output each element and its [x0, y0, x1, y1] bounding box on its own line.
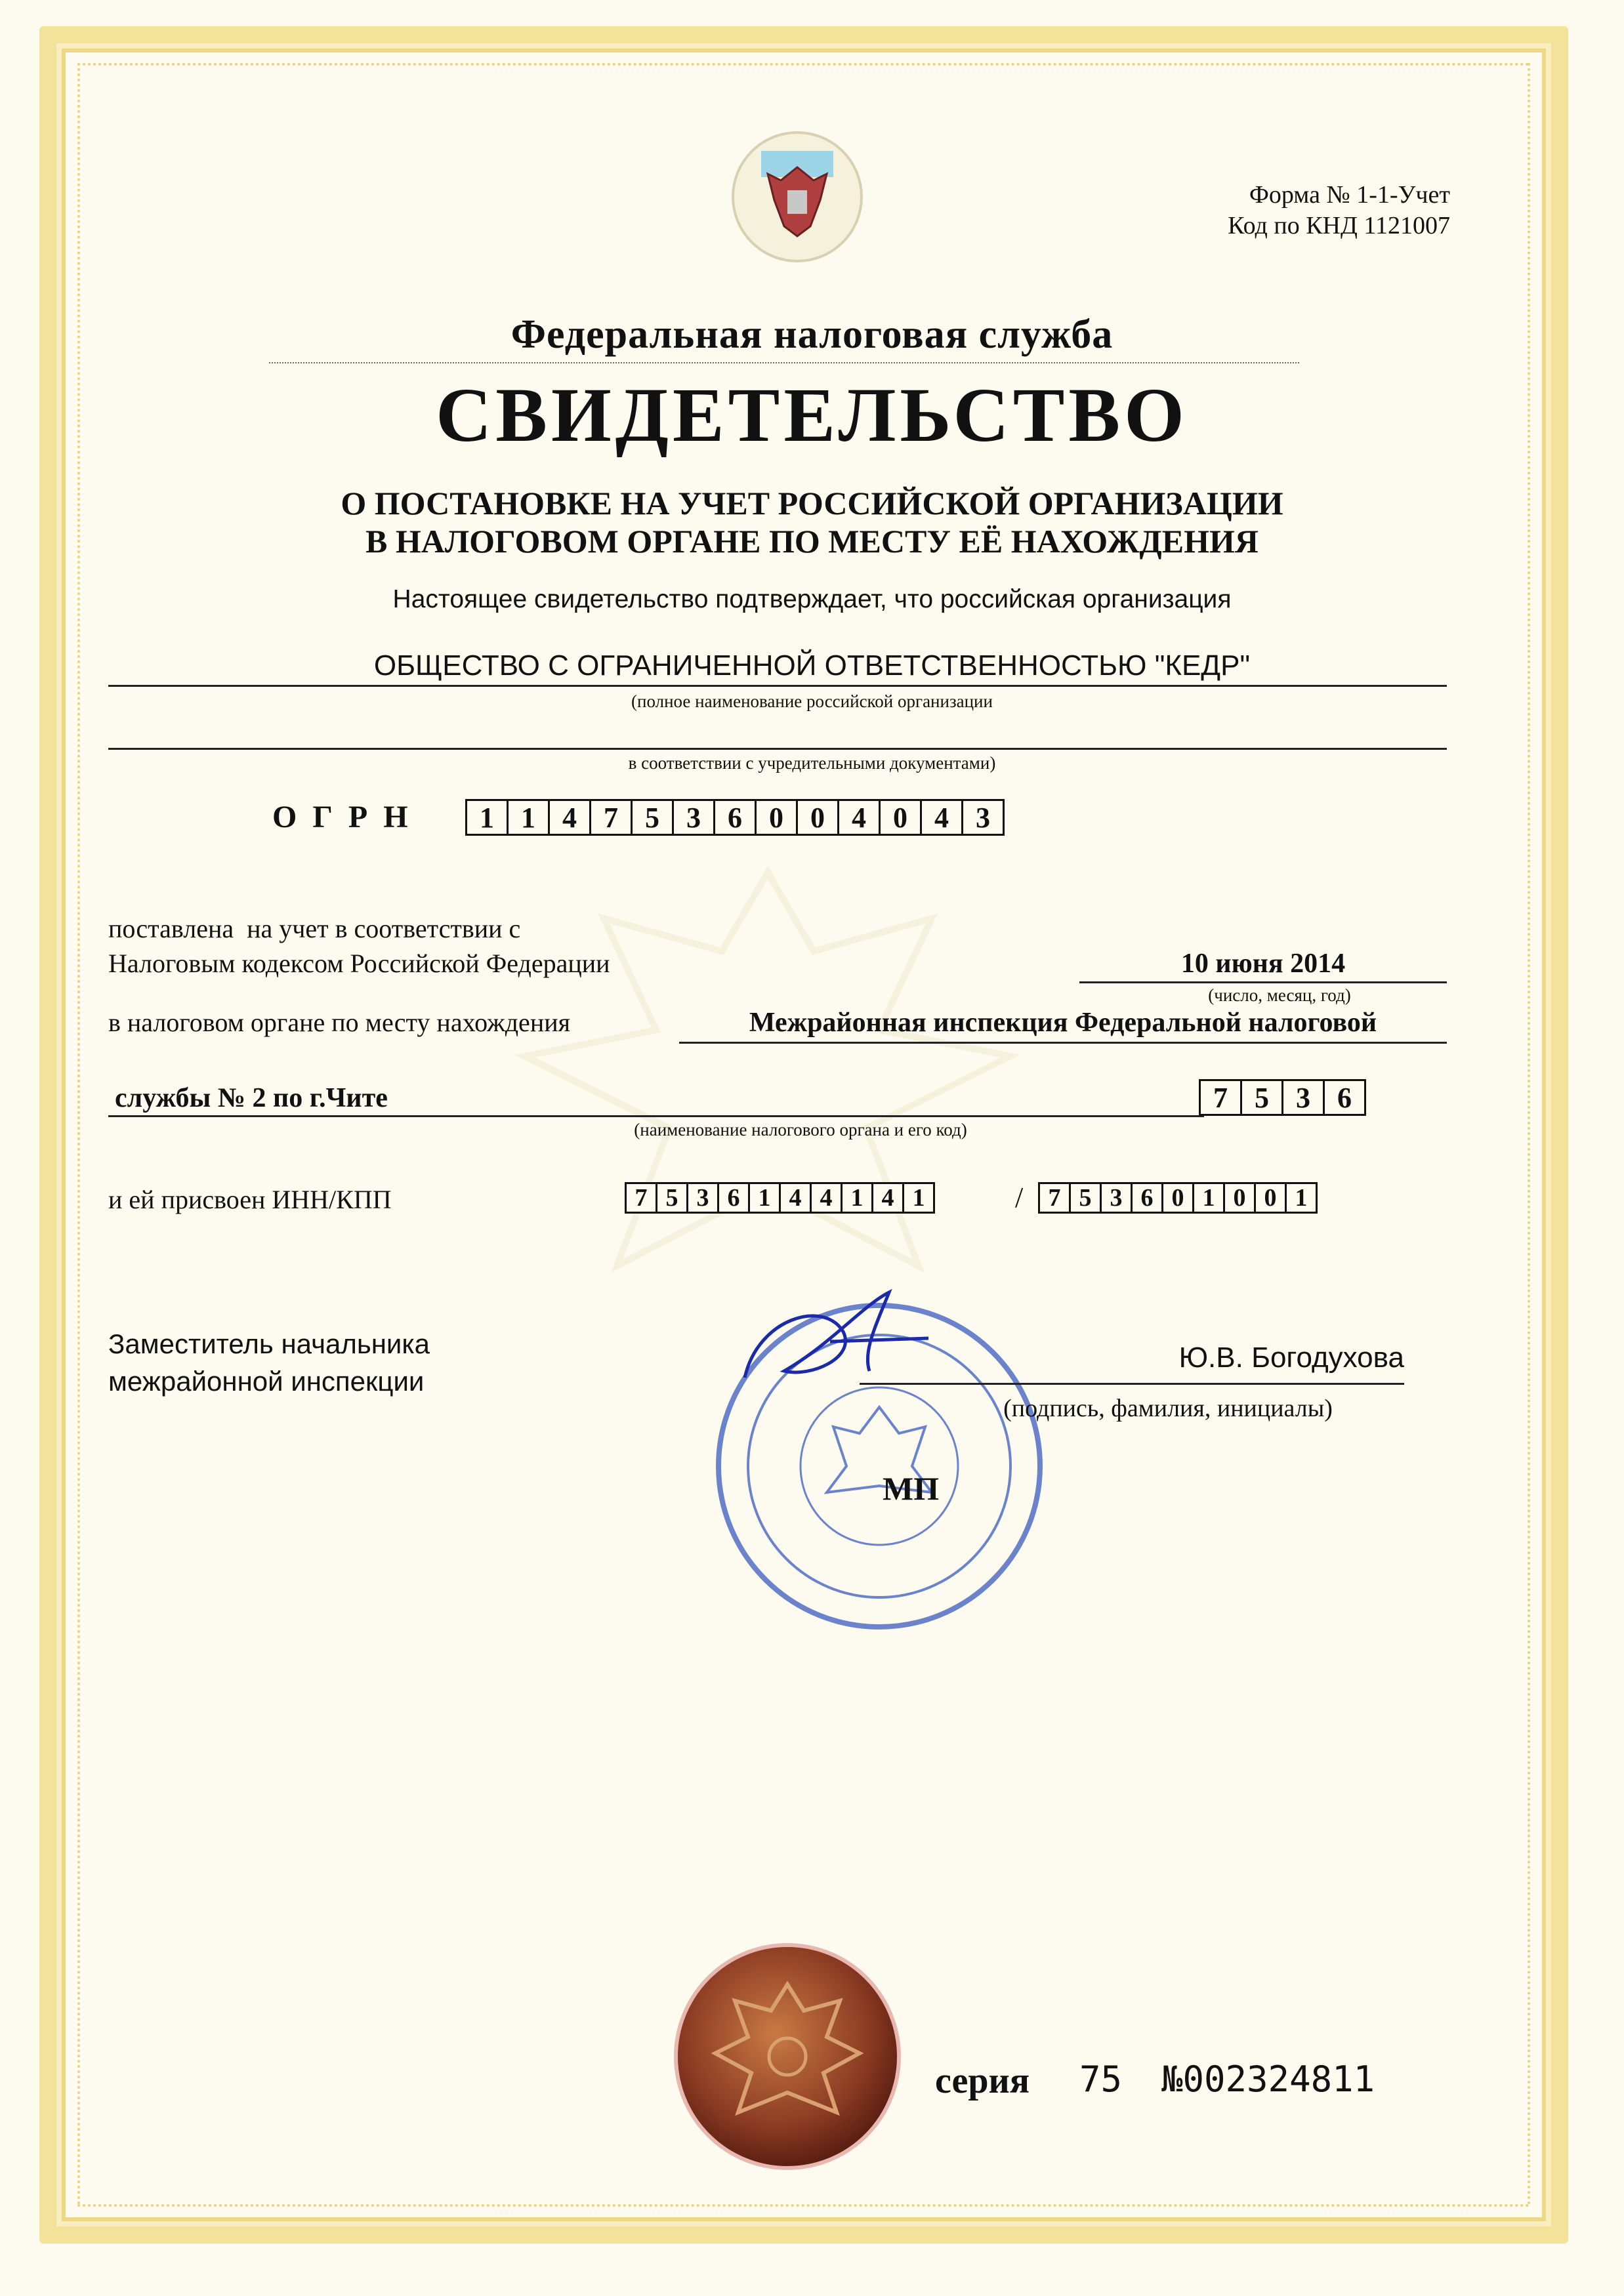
authority-line2-underline	[108, 1115, 1204, 1117]
digit-cell: 7	[589, 799, 633, 836]
digit-cell: 3	[686, 1182, 719, 1214]
digit-cell: 1	[465, 799, 509, 836]
signature-line	[860, 1383, 1404, 1385]
hologram-seal-icon	[669, 1938, 906, 2175]
ogrn-cells	[467, 799, 1005, 836]
authority-line1-underline	[679, 1042, 1447, 1044]
form-number: Форма № 1-1-Учет	[1249, 181, 1450, 209]
position-line1: Заместитель начальника	[108, 1328, 430, 1359]
digit-cell: 4	[779, 1182, 812, 1214]
certificate-number: №002324811	[1161, 2059, 1375, 2100]
watermark-eagle-icon	[472, 820, 1063, 1345]
digit-cell: 1	[748, 1182, 781, 1214]
signatory-name: Ю.В. Богодухова	[1178, 1342, 1404, 1374]
page-title: СВИДЕТЕЛЬСТВО	[436, 372, 1188, 458]
digit-cell: 0	[1223, 1182, 1256, 1214]
agency-underline	[269, 362, 1299, 363]
digit-cell: 6	[717, 1182, 750, 1214]
registration-date-caption: (число, месяц, год)	[1208, 985, 1351, 1005]
digit-cell: 1	[1285, 1182, 1318, 1214]
authority-line2: службы № 2 по г.Чите	[115, 1083, 388, 1113]
series-label: серия	[935, 2060, 1030, 2101]
seal-label: МП	[883, 1470, 940, 1507]
digit-cell: 6	[1131, 1182, 1163, 1214]
signature-caption: (подпись, фамилия, инициалы)	[1003, 1395, 1333, 1422]
intro-text: Настоящее свидетельство подтверждает, что российская организация	[392, 585, 1232, 613]
digit-cell: 3	[961, 799, 1005, 836]
digit-cell: 1	[1192, 1182, 1225, 1214]
organization-docs-caption: в соответствии с учредительными документами)	[628, 753, 996, 773]
digit-cell: 1	[902, 1182, 935, 1214]
registration-text-line1: поставлена на учет в соответствии с	[108, 914, 521, 943]
digit-cell: 4	[871, 1182, 904, 1214]
emblem-icon	[728, 128, 866, 266]
digit-cell: 4	[837, 799, 881, 836]
digit-cell: 7	[625, 1182, 657, 1214]
registration-date-line	[1079, 981, 1447, 983]
knd-code: Код по КНД 1121007	[1228, 212, 1450, 239]
subtitle-line1: О ПОСТАНОВКЕ НА УЧЕТ РОССИЙСКОЙ ОРГАНИЗАЦИИ	[341, 485, 1283, 522]
registration-text-line2: Налоговым кодексом Российской Федерации	[108, 949, 610, 978]
organization-name: ОБЩЕСТВО С ОГРАНИЧЕННОЙ ОТВЕТСТВЕННОСТЬЮ "КЕДР"	[373, 649, 1251, 682]
authority-line1: Межрайонная инспекция Федеральной налоговой	[749, 1008, 1377, 1038]
digit-cell: 0	[879, 799, 922, 836]
digit-cell: 5	[631, 799, 674, 836]
digit-cell: 0	[755, 799, 798, 836]
organization-name-caption: (полное наименование российской организации	[631, 691, 993, 711]
kpp-cells	[1040, 1182, 1318, 1214]
digit-cell: 3	[672, 799, 715, 836]
organization-name-line	[108, 685, 1447, 687]
agency-name: Федеральная налоговая служба	[510, 312, 1114, 357]
series-value: 75	[1079, 2059, 1123, 2100]
digit-cell: 5	[1069, 1182, 1102, 1214]
digit-cell: 5	[656, 1182, 688, 1214]
digit-cell: 5	[1240, 1079, 1283, 1116]
location-label: в налоговом органе по месту нахождения	[108, 1008, 571, 1037]
inn-cells	[627, 1182, 935, 1214]
digit-cell: 1	[841, 1182, 873, 1214]
authority-code-cells	[1201, 1079, 1366, 1116]
digit-cell: 0	[1254, 1182, 1287, 1214]
digit-cell: 0	[796, 799, 839, 836]
authority-caption: (наименование налогового органа и его код)	[634, 1120, 967, 1139]
digit-cell: 3	[1281, 1079, 1325, 1116]
digit-cell: 4	[920, 799, 963, 836]
position-line2: межрайонной инспекции	[108, 1366, 425, 1397]
subtitle-line2: В НАЛОГОВОМ ОРГАНЕ ПО МЕСТУ ЕЁ НАХОЖДЕНИЯ	[365, 523, 1259, 560]
digit-cell: 7	[1199, 1079, 1242, 1116]
ogrn-label: О Г Р Н	[272, 800, 408, 834]
organization-docs-line	[108, 748, 1447, 750]
inn-kpp-label: и ей присвоен ИНН/КПП	[108, 1185, 392, 1214]
digit-cell: 7	[1038, 1182, 1071, 1214]
digit-cell: 4	[548, 799, 591, 836]
digit-cell: 4	[810, 1182, 843, 1214]
digit-cell: 0	[1161, 1182, 1194, 1214]
digit-cell: 6	[713, 799, 757, 836]
digit-cell: 3	[1100, 1182, 1133, 1214]
registration-date: 10 июня 2014	[1180, 949, 1346, 979]
digit-cell: 6	[1323, 1079, 1366, 1116]
inn-kpp-separator: /	[1015, 1181, 1024, 1214]
signature-icon	[732, 1279, 942, 1397]
digit-cell: 1	[507, 799, 550, 836]
